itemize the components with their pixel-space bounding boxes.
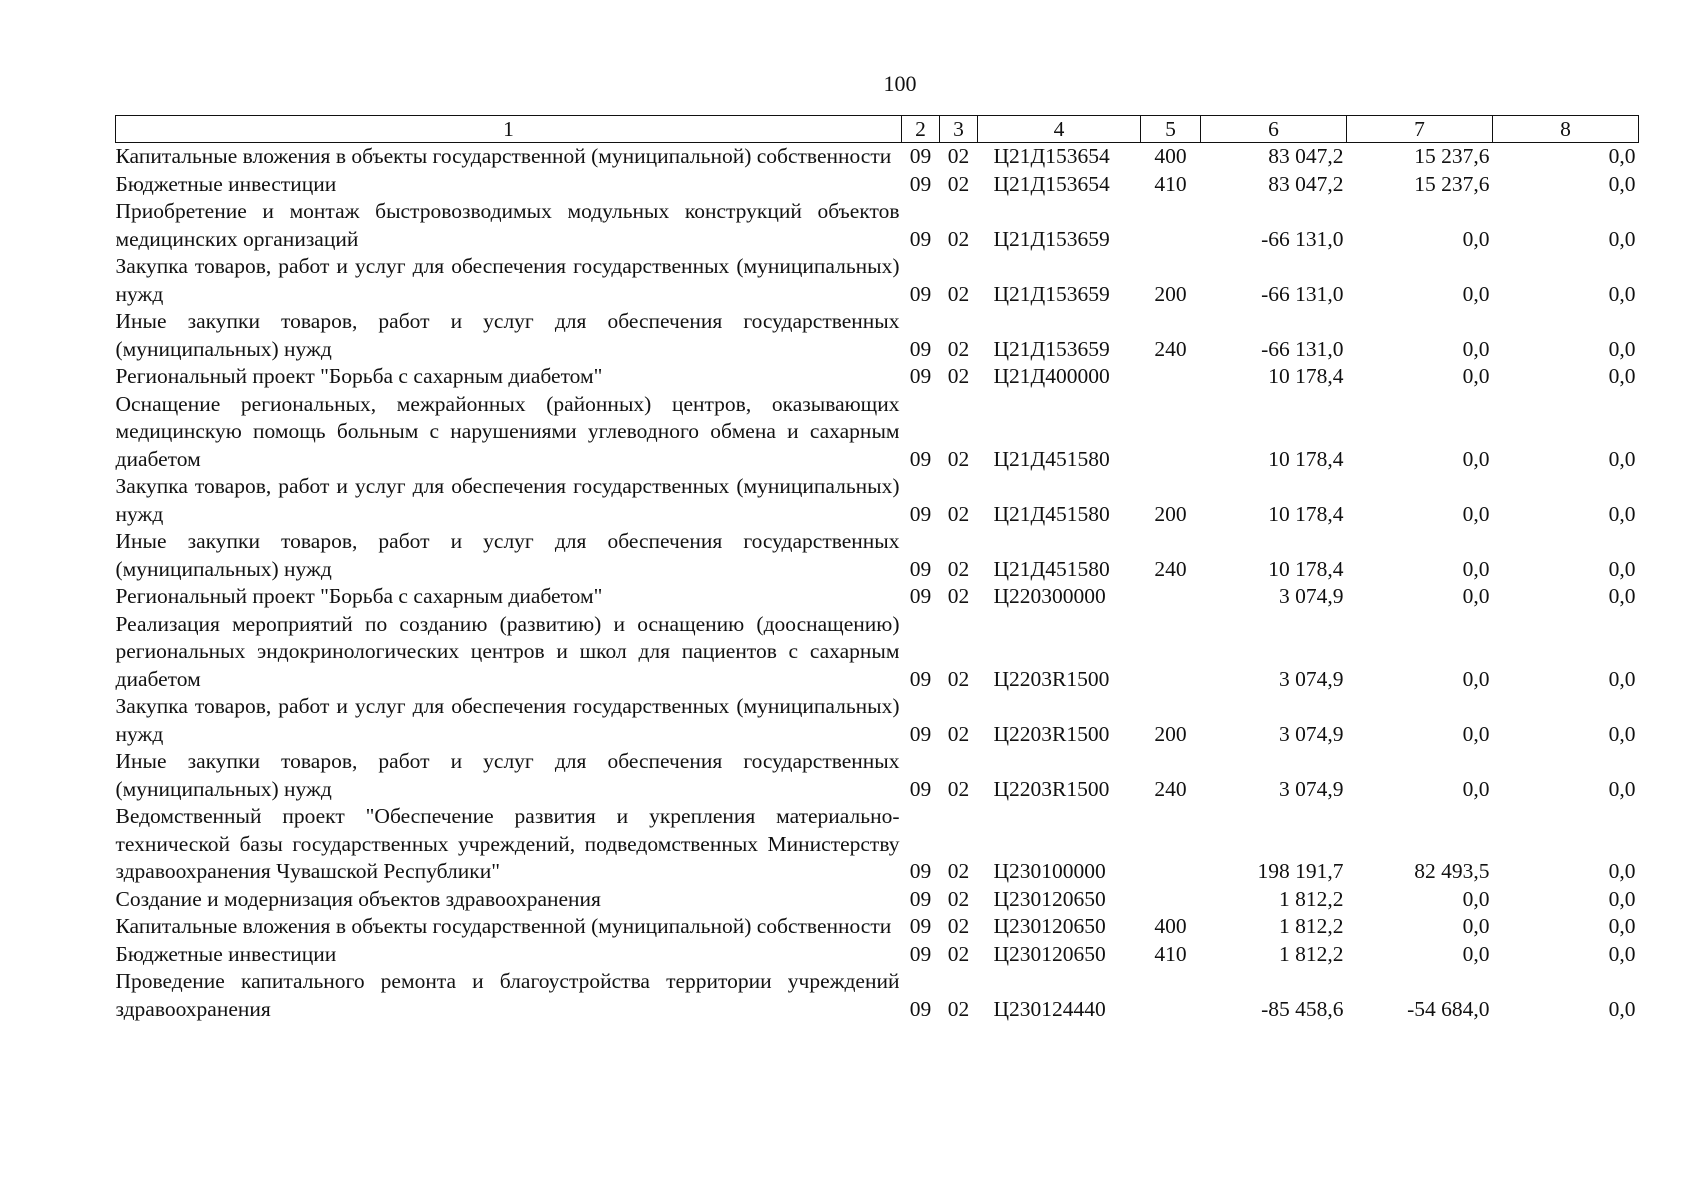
row-amount-2: 0,0 (1462, 446, 1490, 471)
row-name: Капитальные вложения в объекты государственной (муниципальной) собственности (115, 144, 892, 168)
row-name: Приобретение и монтаж быстровозводимых модульных конструкций объектов медицинских организаций (115, 199, 900, 251)
row-amount-2: 0,0 (1462, 556, 1490, 581)
row-name: Бюджетные инвестиции (115, 941, 337, 966)
row-subsection: 02 (947, 941, 970, 966)
row-amount-1: 10 178,4 (1268, 364, 1344, 388)
row-target-code: Ц21Д451580 (993, 446, 1110, 471)
table-body (116, 143, 1639, 1024)
row-amount-3: 0,0 (1608, 859, 1636, 883)
row-expense-type (1141, 968, 1201, 1023)
row-amount-3: 0,0 (1608, 556, 1636, 581)
row-amount-3: 0,0 (1608, 171, 1636, 196)
row-amount-2: -54 684,0 (1407, 996, 1490, 1021)
row-target-code: Ц230124440 (993, 996, 1106, 1021)
row-subsection: 02 (947, 859, 970, 883)
row-section: 09 (909, 666, 932, 691)
row-target-code: Ц21Д153659 (993, 336, 1110, 361)
row-subsection: 02 (947, 914, 970, 938)
row-amount-2: 0,0 (1462, 666, 1490, 691)
row-section: 09 (909, 446, 932, 471)
row-target-code: Ц230100000 (993, 859, 1106, 883)
row-subsection: 02 (947, 721, 970, 746)
row-subsection: 02 (947, 886, 970, 911)
row-amount-1: -66 131,0 (1261, 336, 1344, 361)
table-row (116, 693, 1639, 748)
row-subsection: 02 (947, 144, 970, 168)
row-amount-1: 1 812,2 (1279, 941, 1344, 966)
table-row (116, 171, 1639, 199)
row-name: Капитальные вложения в объекты государственной (муниципальной) собственности (115, 914, 892, 938)
row-name: Иные закупки товаров, работ и услуг для обеспечения государственных (муниципальных) нужд (115, 529, 900, 581)
row-target-code: Ц21Д400000 (993, 364, 1110, 388)
row-section: 09 (909, 171, 932, 196)
row-amount-3: 0,0 (1608, 501, 1636, 526)
table-row (116, 143, 1639, 171)
table-row (116, 391, 1639, 474)
table-row (116, 198, 1639, 253)
row-amount-2: 0,0 (1462, 886, 1490, 911)
row-amount-2: 0,0 (1462, 364, 1490, 388)
row-subsection: 02 (947, 446, 970, 471)
row-subsection: 02 (947, 996, 970, 1021)
row-target-code: Ц21Д153654 (993, 171, 1110, 196)
row-subsection: 02 (947, 776, 970, 801)
header-col-5: 5 (1141, 116, 1201, 143)
header-col-4: 4 (978, 116, 1141, 143)
row-target-code: Ц2203R1500 (993, 776, 1110, 801)
row-amount-1: 83 047,2 (1268, 144, 1344, 168)
row-section: 09 (909, 336, 932, 361)
row-amount-1: 198 191,7 (1257, 859, 1344, 883)
row-amount-1: 3 074,9 (1279, 666, 1344, 691)
table-row (116, 253, 1639, 308)
header-row (116, 116, 1639, 143)
budget-table (115, 115, 1639, 1023)
row-amount-3: 0,0 (1608, 666, 1636, 691)
row-amount-2: 0,0 (1462, 336, 1490, 361)
row-target-code: Ц21Д153659 (993, 226, 1110, 251)
table-row (116, 803, 1639, 886)
row-target-code: Ц220300000 (993, 584, 1106, 608)
row-section: 09 (909, 859, 932, 883)
row-expense-type: 400 (1154, 144, 1187, 168)
row-amount-3: 0,0 (1608, 996, 1636, 1021)
row-section: 09 (909, 226, 932, 251)
row-name: Региональный проект "Борьба с сахарным диабетом" (115, 364, 603, 388)
row-amount-3: 0,0 (1608, 446, 1636, 471)
row-target-code: Ц21Д451580 (993, 501, 1110, 526)
row-target-code: Ц2203R1500 (993, 721, 1110, 746)
row-amount-3: 0,0 (1608, 914, 1636, 938)
row-section: 09 (909, 996, 932, 1021)
row-amount-1: 10 178,4 (1268, 556, 1344, 581)
page-number: 100 (883, 71, 917, 96)
table-row (116, 528, 1639, 583)
row-name: Создание и модернизация объектов здравоохранения (115, 886, 601, 911)
row-section: 09 (909, 776, 932, 801)
row-amount-1: 1 812,2 (1279, 914, 1344, 938)
row-target-code: Ц230120650 (993, 914, 1106, 938)
row-section: 09 (909, 144, 932, 168)
row-name: Проведение капитального ремонта и благоустройства территории учреждений здравоохранения (115, 969, 900, 1021)
row-target-code: Ц230120650 (993, 886, 1106, 911)
row-expense-type: 410 (1154, 171, 1187, 196)
row-name: Бюджетные инвестиции (115, 171, 337, 196)
row-expense-type (1141, 391, 1201, 474)
row-expense-type: 410 (1154, 941, 1187, 966)
row-amount-3: 0,0 (1608, 336, 1636, 361)
row-amount-1: 3 074,9 (1279, 776, 1344, 801)
header-col-3: 3 (940, 116, 978, 143)
row-amount-3: 0,0 (1608, 886, 1636, 911)
row-amount-1: -85 458,6 (1261, 996, 1344, 1021)
row-amount-1: 10 178,4 (1268, 446, 1344, 471)
row-expense-type: 200 (1154, 281, 1187, 306)
row-amount-2: 0,0 (1462, 226, 1490, 251)
row-expense-type (1141, 583, 1201, 611)
row-amount-2: 82 493,5 (1414, 859, 1490, 883)
row-amount-3: 0,0 (1608, 721, 1636, 746)
row-name: Иные закупки товаров, работ и услуг для обеспечения государственных (муниципальных) нужд (115, 749, 900, 801)
row-expense-type: 240 (1154, 336, 1187, 361)
row-section: 09 (909, 281, 932, 306)
row-subsection: 02 (947, 171, 970, 196)
row-amount-1: 3 074,9 (1279, 584, 1344, 608)
row-subsection: 02 (947, 281, 970, 306)
row-target-code: Ц21Д153659 (993, 281, 1110, 306)
header-col-1: 1 (116, 116, 902, 143)
row-expense-type (1141, 363, 1201, 391)
row-amount-3: 0,0 (1608, 281, 1636, 306)
row-amount-2: 15 237,6 (1414, 144, 1490, 168)
row-amount-2: 0,0 (1462, 501, 1490, 526)
row-section: 09 (909, 886, 932, 911)
row-amount-2: 0,0 (1462, 281, 1490, 306)
row-amount-3: 0,0 (1608, 776, 1636, 801)
row-amount-1: -66 131,0 (1261, 281, 1344, 306)
table-row (116, 583, 1639, 611)
row-expense-type: 200 (1154, 501, 1187, 526)
row-subsection: 02 (947, 501, 970, 526)
header-col-2: 2 (902, 116, 940, 143)
row-amount-1: -66 131,0 (1261, 226, 1344, 251)
table-row (116, 968, 1639, 1023)
header-col-8: 8 (1493, 116, 1639, 143)
row-name: Реализация мероприятий по созданию (развитию) и оснащению (дооснащению) региональных эндокринологических центров и школ для пациентов с сахарным диабетом (115, 611, 900, 691)
row-amount-2: 0,0 (1462, 776, 1490, 801)
row-section: 09 (909, 556, 932, 581)
row-amount-1: 3 074,9 (1279, 721, 1344, 746)
row-amount-2: 0,0 (1462, 721, 1490, 746)
row-expense-type (1141, 886, 1201, 914)
row-section: 09 (909, 364, 932, 388)
row-amount-2: 0,0 (1462, 941, 1490, 966)
header-col-6: 6 (1201, 116, 1347, 143)
row-section: 09 (909, 941, 932, 966)
row-target-code: Ц2203R1500 (993, 666, 1110, 691)
row-name: Оснащение региональных, межрайонных (районных) центров, оказывающих медицинскую помощь больным с нарушениями углеводного обмена и сахарным диабетом (115, 391, 900, 471)
row-expense-type (1141, 611, 1201, 694)
table-row (116, 473, 1639, 528)
row-expense-type: 240 (1154, 776, 1187, 801)
table-row (116, 611, 1639, 694)
row-expense-type (1141, 198, 1201, 253)
row-target-code: Ц230120650 (993, 941, 1106, 966)
table-row (116, 941, 1639, 969)
row-subsection: 02 (947, 556, 970, 581)
row-amount-1: 10 178,4 (1268, 501, 1344, 526)
row-amount-2: 0,0 (1462, 584, 1490, 608)
table-row (116, 913, 1639, 941)
row-amount-3: 0,0 (1608, 584, 1636, 608)
row-expense-type: 200 (1154, 721, 1187, 746)
row-subsection: 02 (947, 364, 970, 388)
table-header (116, 116, 1639, 143)
row-target-code: Ц21Д153654 (993, 144, 1110, 168)
table-row (116, 363, 1639, 391)
row-amount-2: 15 237,6 (1414, 171, 1490, 196)
row-expense-type: 400 (1154, 914, 1187, 938)
row-subsection: 02 (947, 336, 970, 361)
row-expense-type (1141, 803, 1201, 886)
row-amount-3: 0,0 (1608, 226, 1636, 251)
row-name: Закупка товаров, работ и услуг для обеспечения государственных (муниципальных) нужд (115, 254, 900, 306)
row-subsection: 02 (947, 226, 970, 251)
row-section: 09 (909, 584, 932, 608)
row-section: 09 (909, 721, 932, 746)
table-row (116, 308, 1639, 363)
row-amount-1: 83 047,2 (1268, 171, 1344, 196)
row-amount-3: 0,0 (1608, 364, 1636, 388)
row-expense-type: 240 (1154, 556, 1187, 581)
row-name: Ведомственный проект "Обеспечение развития и укрепления материально-технической базы государственных учреждений, подведомственных Министерству здравоохранения Чувашской Республики" (115, 804, 900, 883)
header-col-7: 7 (1347, 116, 1493, 143)
row-subsection: 02 (947, 584, 970, 608)
row-target-code: Ц21Д451580 (993, 556, 1110, 581)
row-name: Закупка товаров, работ и услуг для обеспечения государственных (муниципальных) нужд (115, 694, 900, 746)
row-name: Региональный проект "Борьба с сахарным диабетом" (115, 584, 603, 608)
table-row (116, 748, 1639, 803)
row-amount-3: 0,0 (1608, 941, 1636, 966)
row-name: Иные закупки товаров, работ и услуг для обеспечения государственных (муниципальных) нужд (115, 309, 900, 361)
row-section: 09 (909, 501, 932, 526)
row-amount-1: 1 812,2 (1279, 886, 1344, 911)
row-section: 09 (909, 914, 932, 938)
table-row (116, 886, 1639, 914)
row-amount-3: 0,0 (1608, 144, 1636, 168)
row-subsection: 02 (947, 666, 970, 691)
row-amount-2: 0,0 (1462, 914, 1490, 938)
row-name: Закупка товаров, работ и услуг для обеспечения государственных (муниципальных) нужд (115, 474, 900, 526)
